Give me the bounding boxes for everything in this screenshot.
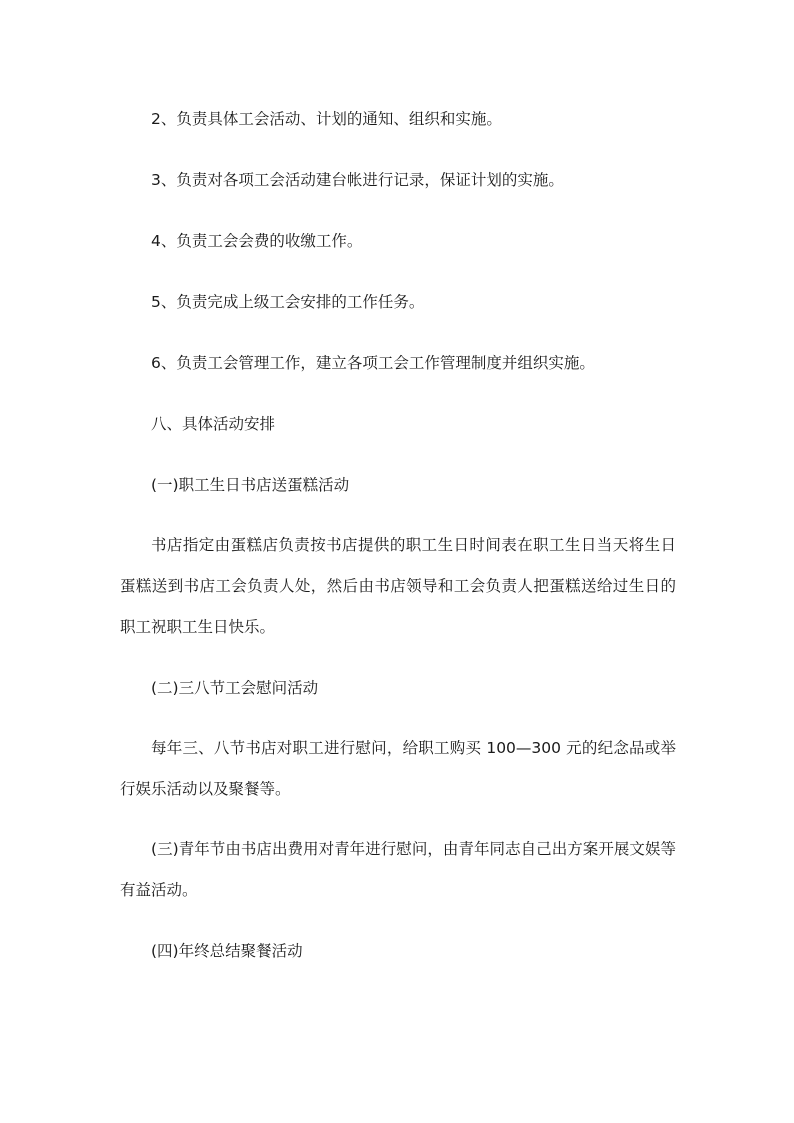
section-heading-activities: 八、具体活动安排 bbox=[151, 415, 276, 433]
paragraph-duty-2: 2、负责具体工会活动、计划的通知、组织和实施。 bbox=[151, 110, 502, 128]
paragraph-youth-day: (三)青年节由书店出费用对青年进行慰问，由青年同志自己出方案开展文娱等有益活动。 bbox=[120, 840, 676, 899]
paragraph-duty-4: 4、负责工会会费的收缴工作。 bbox=[151, 232, 363, 250]
paragraph-duty-3: 3、负责对各项工会活动建台帐进行记录，保证计划的实施。 bbox=[151, 171, 564, 189]
paragraph-birthday-details: 书店指定由蛋糕店负责按书店提供的职工生日时间表在职工生日当天将生日蛋糕送到书店工会负责人处，然后由书店领导和工会负责人把蛋糕送给过生日的职工祝职工生日快乐。 bbox=[120, 536, 676, 636]
document-body bbox=[120, 104, 676, 997]
paragraph-duty-5: 5、负责完成上级工会安排的工作任务。 bbox=[151, 293, 425, 311]
subheading-birthday-activity: (一)职工生日书店送蛋糕活动 bbox=[151, 476, 350, 494]
paragraph-womens-day-details: 每年三、八节书店对职工进行慰问，给职工购买 100—300 元的纪念品或举行娱乐活动以及聚餐等。 bbox=[120, 739, 676, 798]
subheading-year-end-dinner: (四)年终总结聚餐活动 bbox=[151, 942, 303, 960]
paragraph-duty-6: 6、负责工会管理工作，建立各项工会工作管理制度并组织实施。 bbox=[151, 354, 595, 372]
subheading-womens-day-activity: (二)三八节工会慰问活动 bbox=[151, 679, 319, 697]
